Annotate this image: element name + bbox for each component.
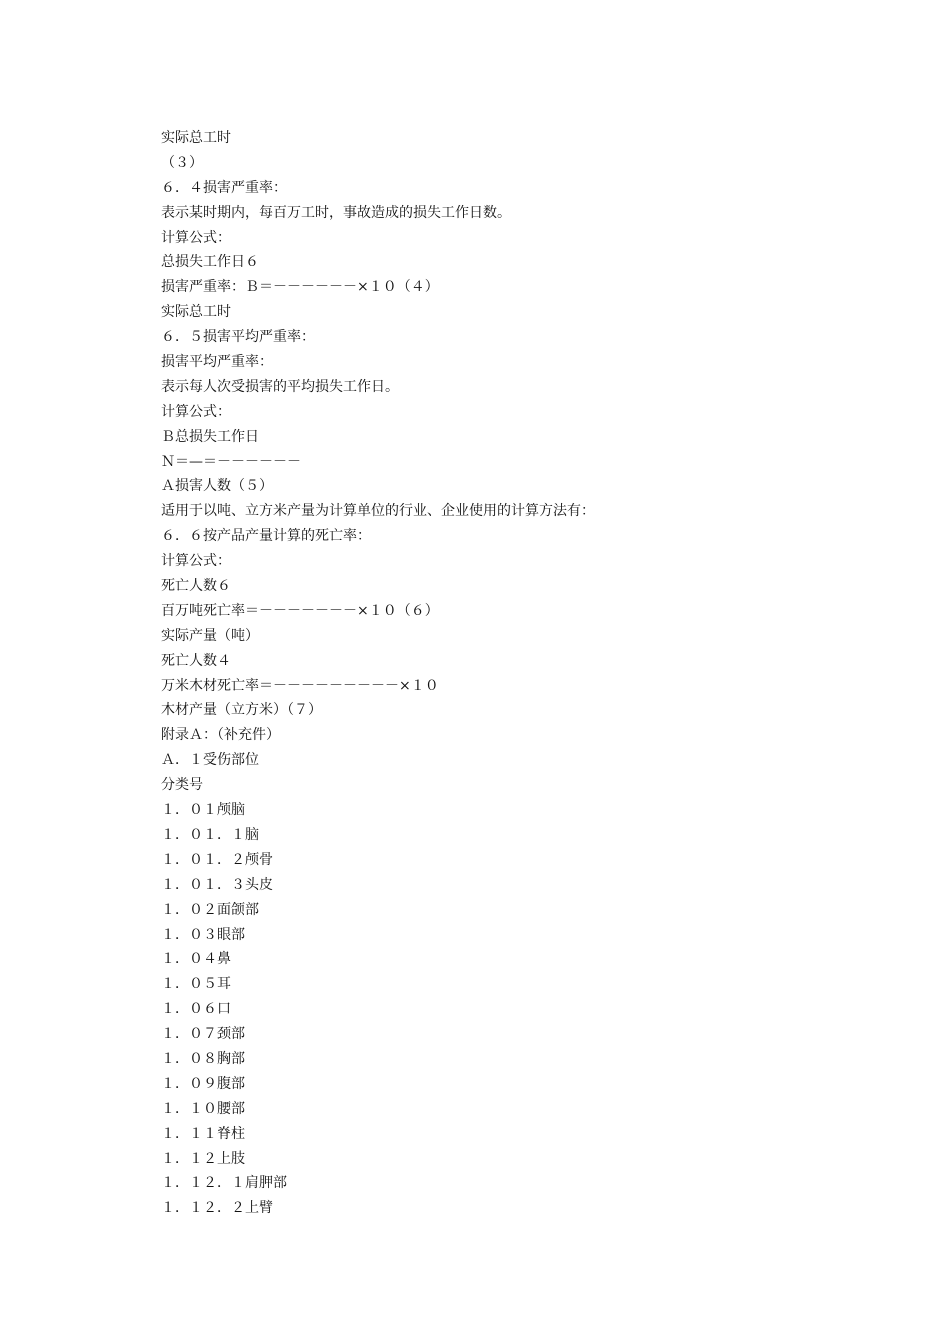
list-item: １．０９腹部 [161,1075,245,1092]
text-line: 表示某时期内，每百万工时，事故造成的损失工作日数。 [161,204,511,221]
text-line: 实际总工时 [161,130,231,146]
text-line: 适用于以吨、立方米产量为计算单位的行业、企业使用的计算方法有： [161,503,595,520]
list-item: １．１２．２上臂 [161,1200,273,1217]
list-item: １．１０腰部 [161,1100,245,1117]
text-line: 表示每人次受损害的平均损失工作日。 [161,378,399,395]
formula-line: 死亡人数６ [161,578,231,595]
section-heading: ６．４损害严重率： [161,179,287,196]
text-line: 计算公式： [161,403,231,420]
list-header: 分类号 [161,777,203,794]
formula-line: 死亡人数４ [161,652,231,669]
list-item: １．０２面颌部 [161,901,259,918]
list-item: １．０３眼部 [161,926,245,943]
list-item: １．１１脊柱 [161,1125,245,1142]
list-item: １．０７颈部 [161,1026,245,1043]
document-body [161,128,881,1223]
formula-line: 百万吨死亡率＝－－－－－－－×１０（６） [161,602,439,619]
list-item: １．０１．１脑 [161,826,259,843]
formula-line: Ｎ＝—＝－－－－－－ [161,453,301,470]
formula-line: 万米木材死亡率＝－－－－－－－－－×１０ [161,677,439,694]
list-item: １．０１．２颅骨 [161,851,273,868]
list-item: １．０８胸部 [161,1050,245,1067]
section-heading: Ａ．１受伤部位 [161,752,259,769]
formula-line: Ｂ总损失工作日 [161,428,259,445]
list-item: １．０１颅脑 [161,802,245,819]
list-item: １．０４鼻 [161,951,231,968]
formula-line: 损害严重率：Ｂ＝－－－－－－×１０（４） [161,279,439,296]
formula-line: Ａ损害人数（５） [161,478,273,495]
appendix-heading: 附录Ａ：（补充件） [161,727,280,744]
list-item: １．０５耳 [161,976,231,993]
section-heading: ６．５损害平均严重率： [161,329,315,346]
text-line: 计算公式： [161,229,231,246]
text-line: 计算公式： [161,553,231,570]
text-line: 损害平均严重率： [161,354,273,371]
section-heading: ６．６按产品产量计算的死亡率： [161,528,371,545]
list-item: １．１２上肢 [161,1150,245,1167]
formula-line: 实际总工时 [161,304,231,321]
text-line: （３） [161,154,203,171]
list-item: １．０６口 [161,1001,231,1018]
formula-line: 总损失工作日６ [161,254,259,271]
list-item: １．１２．１肩胛部 [161,1175,287,1192]
formula-line: 实际产量（吨） [161,627,259,644]
list-item: １．０１．３头皮 [161,876,273,893]
formula-line: 木材产量（立方米）（７） [161,702,322,719]
